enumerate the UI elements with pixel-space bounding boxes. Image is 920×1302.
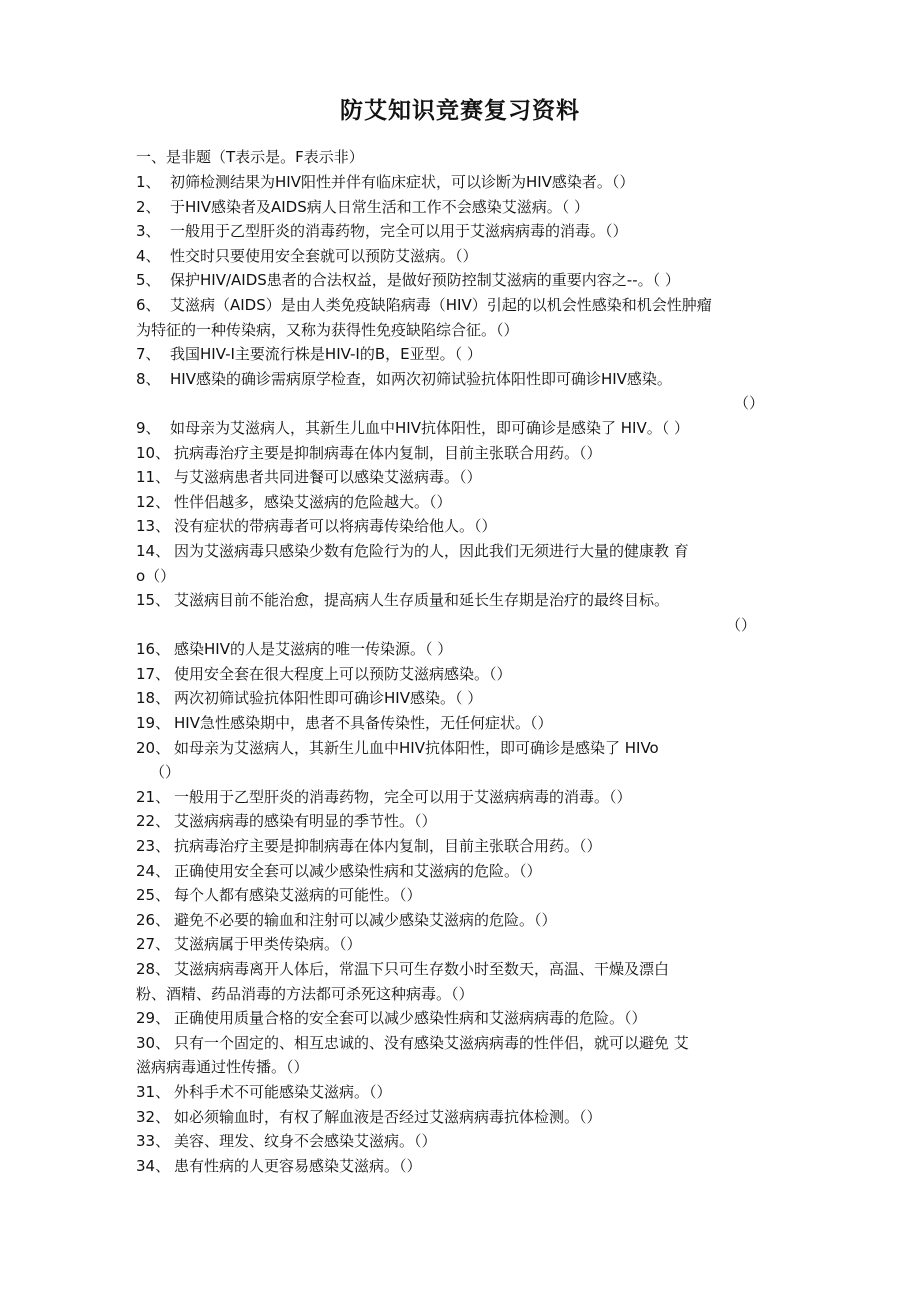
question-item <box>136 637 776 662</box>
question-text: 如母亲为艾滋病人，其新生儿血中HIV抗体阳性，即可确诊是感染了 HIV。（ ） <box>170 418 689 437</box>
question-number: 9、 <box>136 418 161 437</box>
question-text: 只有一个固定的、相互忠诚的、没有感染艾滋病病毒的性伴侣，就可以避免 艾 <box>174 1033 689 1052</box>
question-number: 11、 <box>136 468 171 487</box>
question-text: 外科手术不可能感染艾滋病。（） <box>174 1082 392 1101</box>
question-item <box>136 367 776 416</box>
question-number: 19、 <box>136 714 171 733</box>
question-text-continued: o（） <box>136 566 176 585</box>
question-number: 4、 <box>136 246 161 265</box>
question-item <box>136 908 776 933</box>
question-item <box>136 293 776 342</box>
question-item <box>136 268 776 293</box>
question-item <box>136 957 776 1006</box>
question-item <box>136 588 776 637</box>
question-text: 正确使用质量合格的安全套可以减少感染性病和艾滋病病毒的危险。（） <box>174 1009 647 1028</box>
question-number: 30、 <box>136 1033 171 1052</box>
question-text: 如母亲为艾滋病人，其新生儿血中HIV抗体阳性，即可确诊是感染了 HIVo <box>174 738 659 757</box>
question-number: 22、 <box>136 812 171 831</box>
question-number: 12、 <box>136 492 171 511</box>
question-text: 我国HIV-I主要流行株是HIV-I的B，E亚型。（ ） <box>170 345 482 364</box>
question-number: 6、 <box>136 295 161 314</box>
question-item <box>136 342 776 367</box>
question-number: 10、 <box>136 443 171 462</box>
question-number: 28、 <box>136 960 171 978</box>
question-item <box>136 416 776 441</box>
question-number: 33、 <box>136 1132 171 1151</box>
question-number: 27、 <box>136 935 171 954</box>
question-text-continued: 为特征的一种传染病，又称为获得性免疫缺陷综合征。（） <box>136 320 519 339</box>
question-text: 性伴侣越多，感染艾滋病的危险越大。（） <box>174 492 452 511</box>
question-item <box>136 441 776 466</box>
question-text-continued: 滋病病毒通过性传播。（） <box>136 1058 309 1077</box>
question-number: 3、 <box>136 222 161 241</box>
question-item <box>136 883 776 908</box>
question-item <box>136 859 776 884</box>
question-item <box>136 1080 776 1105</box>
document-title: 防艾知识竞赛复习资料 <box>340 98 580 124</box>
question-number: 1、 <box>136 173 161 191</box>
question-item <box>136 170 776 195</box>
section-heading: 一、是非题（T表示是。F表示非） <box>136 148 364 166</box>
question-item <box>136 219 776 244</box>
question-text: 于HIV感染者及AIDS病人日常生活和工作不会感染艾滋病。（ ） <box>170 197 589 216</box>
question-text: 使用安全套在很大程度上可以预防艾滋病感染。（） <box>174 664 512 683</box>
question-number: 32、 <box>136 1107 171 1126</box>
question-text: 抗病毒治疗主要是抑制病毒在体内复制，目前主张联合用药。（） <box>174 443 602 462</box>
question-item <box>136 1105 776 1130</box>
question-text: 性交时只要使用安全套就可以预防艾滋病。（） <box>170 246 478 265</box>
question-item <box>136 1031 776 1080</box>
question-item <box>136 662 776 687</box>
question-number: 20、 <box>136 738 171 757</box>
question-item <box>136 736 776 785</box>
question-number: 23、 <box>136 837 171 856</box>
question-list <box>136 170 776 1178</box>
question-item <box>136 834 776 859</box>
question-number: 13、 <box>136 517 171 536</box>
question-item <box>136 1129 776 1154</box>
question-item <box>136 490 776 515</box>
question-text: 艾滋病（AIDS）是由人类免疫缺陷病毒（HIV）引起的以机会性感染和机会性肿瘤 <box>170 295 712 314</box>
question-text: 美容、理发、纹身不会感染艾滋病。（） <box>174 1132 437 1151</box>
question-number: 18、 <box>136 689 171 708</box>
question-text-continued: （） <box>725 615 756 634</box>
question-text: 正确使用安全套可以减少感染性病和艾滋病的危险。（） <box>174 861 542 880</box>
question-text: 因为艾滋病毒只感染少数有危险行为的人，因此我们无须进行大量的健康教 育 <box>174 541 689 560</box>
question-number: 2、 <box>136 197 161 216</box>
question-number: 31、 <box>136 1082 171 1101</box>
question-text-continued: （） <box>150 763 181 782</box>
question-number: 21、 <box>136 787 171 806</box>
question-item <box>136 785 776 810</box>
question-text: 每个人都有感染艾滋病的可能性。（） <box>174 886 422 905</box>
question-number: 25、 <box>136 886 171 905</box>
question-item <box>136 1006 776 1031</box>
question-text: 艾滋病病毒离开人体后，常温下只可生存数小时至数天，高温、干燥及漂白 <box>174 960 670 978</box>
question-number: 14、 <box>136 541 171 560</box>
question-text: 抗病毒治疗主要是抑制病毒在体内复制，目前主张联合用药。（） <box>174 837 602 856</box>
question-number: 29、 <box>136 1009 171 1028</box>
question-text: 初筛检测结果为HIV阳性并伴有临床症状，可以诊断为HIV感染者。（） <box>170 173 635 191</box>
question-item <box>136 514 776 539</box>
question-number: 34、 <box>136 1156 171 1175</box>
question-text: 保护HIV/AIDS患者的合法权益，是做好预防控制艾滋病的重要内容之--。（ ） <box>170 271 680 290</box>
question-item <box>136 244 776 269</box>
question-number: 17、 <box>136 664 171 683</box>
question-number: 5、 <box>136 271 161 290</box>
question-item <box>136 932 776 957</box>
question-text: 两次初筛试验抗体阳性即可确诊HIV感染。（ ） <box>174 689 483 708</box>
question-text: 一般用于乙型肝炎的消毒药物，完全可以用于艾滋病病毒的消毒。（） <box>170 222 628 241</box>
question-text: 没有症状的带病毒者可以将病毒传染给他人。（） <box>174 517 497 536</box>
question-item <box>136 465 776 490</box>
question-text: HIV急性感染期中，患者不具备传染性，无任何症状。（） <box>174 714 553 733</box>
question-text: 患有性病的人更容易感染艾滋病。（） <box>174 1156 422 1175</box>
question-number: 16、 <box>136 640 171 659</box>
question-number: 7、 <box>136 345 161 364</box>
question-number: 26、 <box>136 910 171 929</box>
question-text: 如必须输血时，有权了解血液是否经过艾滋病病毒抗体检测。（） <box>174 1107 602 1126</box>
question-text: 避免不必要的输血和注射可以减少感染艾滋病的危险。（） <box>174 910 557 929</box>
question-text: 与艾滋病患者共同进餐可以感染艾滋病毒。（） <box>174 468 482 487</box>
question-text: HIV感染的确诊需病原学检查，如两次初筛试验抗体阳性即可确诊HIV感染。 <box>170 369 672 388</box>
question-text: 艾滋病目前不能治愈，提高病人生存质量和延长生存期是治疗的最终目标。 <box>174 591 670 610</box>
question-text-continued: （） <box>733 394 764 413</box>
question-item <box>136 809 776 834</box>
question-item <box>136 195 776 220</box>
question-item <box>136 711 776 736</box>
question-item <box>136 686 776 711</box>
question-item <box>136 1154 776 1179</box>
question-number: 8、 <box>136 369 161 388</box>
question-text: 感染HIV的人是艾滋病的唯一传染源。（ ） <box>174 640 453 659</box>
question-text: 一般用于乙型肝炎的消毒药物，完全可以用于艾滋病病毒的消毒。（） <box>174 787 632 806</box>
question-number: 15、 <box>136 591 171 610</box>
question-number: 24、 <box>136 861 171 880</box>
question-item <box>136 539 776 588</box>
question-text-continued: 粉、酒精、药品消毒的方法都可杀死这种病毒。（） <box>136 984 474 1003</box>
question-text: 艾滋病病毒的感染有明显的季节性。（） <box>174 812 437 831</box>
question-text: 艾滋病属于甲类传染病。（） <box>174 935 362 954</box>
